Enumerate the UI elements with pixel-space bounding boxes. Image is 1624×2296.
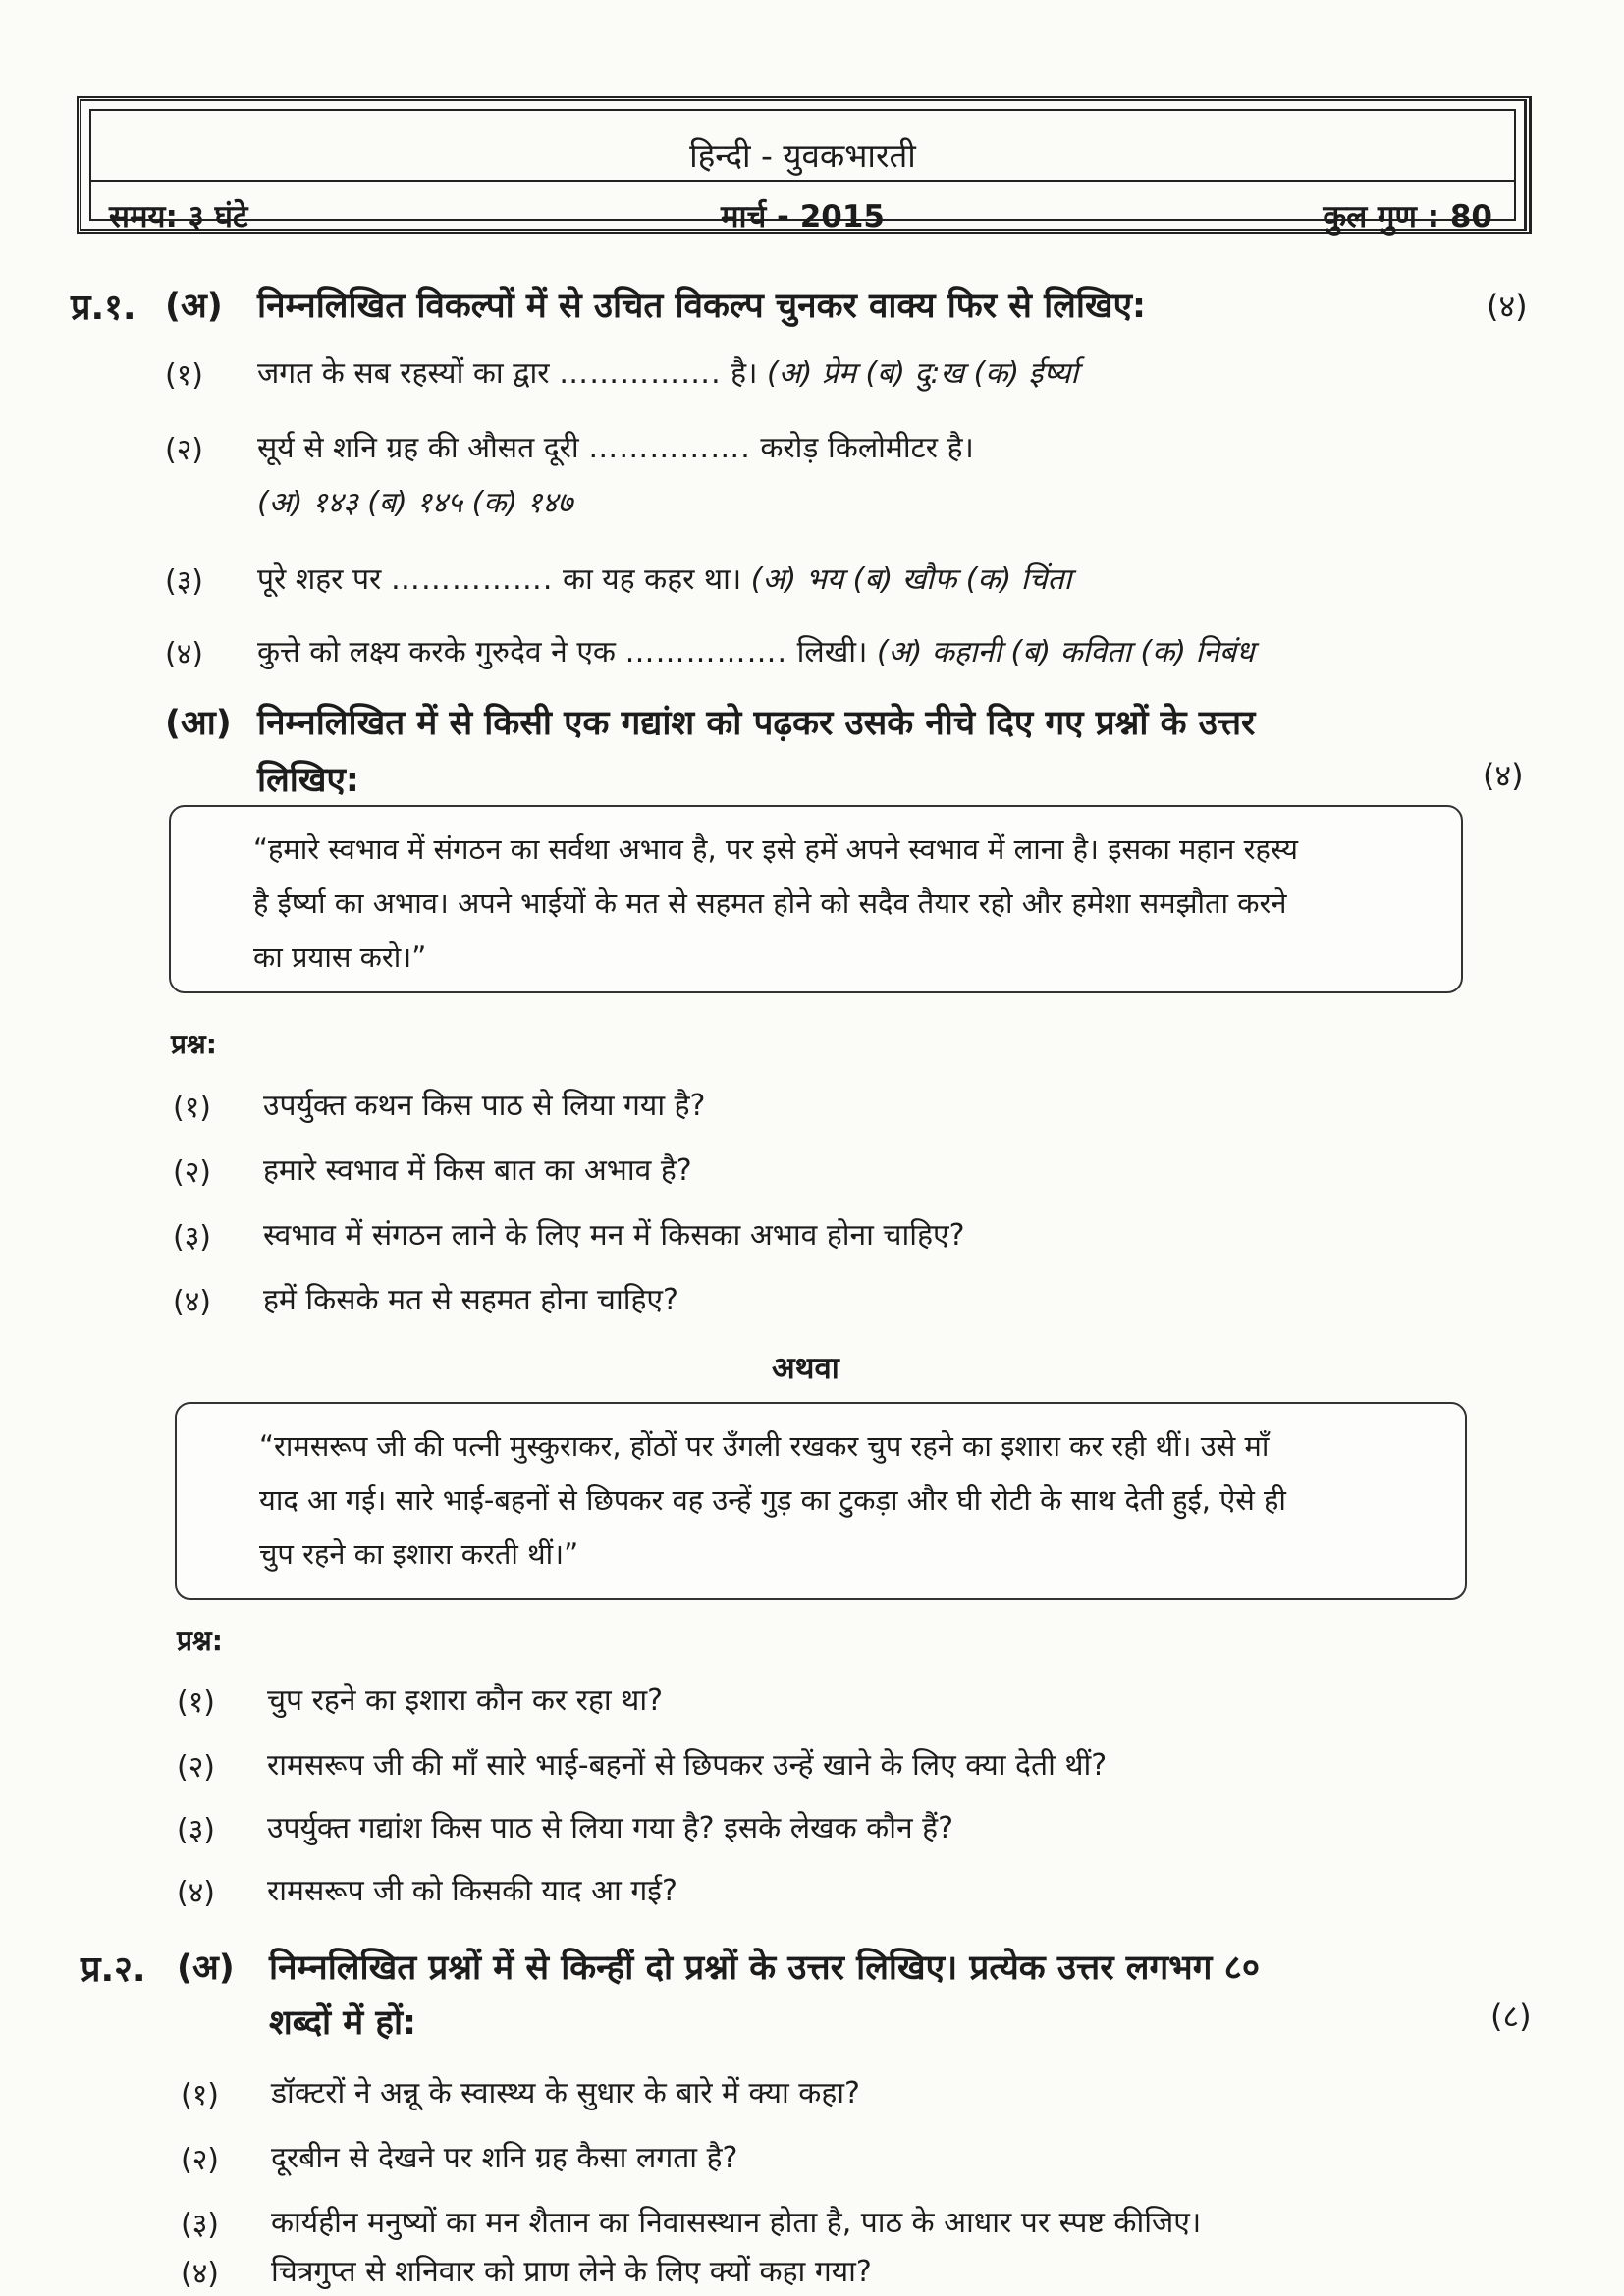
q2a-item-4: चित्रगुप्त से शनिवार को प्राण लेने के लिए क्यों कहा गया? — [271, 2255, 872, 2289]
total-marks: कुल गुण : 80 — [1323, 199, 1492, 235]
p2-question-2: रामसरूप जी की माँ सारे भाई-बहनों से छिपकर उन्हें खाने के लिए क्या देती थीं? — [267, 1748, 1108, 1783]
p1-question-3-number: (३) — [173, 1220, 212, 1255]
q1-part-aa-instruction-line2: लिखिए: — [257, 761, 359, 800]
passage-1-line-3: का प्रयास करो।” — [253, 940, 427, 974]
q2a-item-1: डॉक्टरों ने अन्नू के स्वास्थ्य के सुधार के बारे में क्या कहा? — [271, 2076, 860, 2110]
exam-duration: समय: ३ घंटे — [109, 199, 248, 235]
question-1-number: प्र.१. — [71, 288, 136, 328]
q1a-item-3-number: (३) — [165, 564, 204, 599]
q1a-item-2-options: (अ) १४३ (ब) १४५ (क) १४७ — [257, 486, 573, 520]
p1-question-1-number: (१) — [173, 1091, 212, 1125]
p2-question-4-number: (४) — [177, 1876, 216, 1910]
q1a-item-4-number: (४) — [165, 637, 204, 671]
p2-question-3: उपर्युक्त गद्यांश किस पाठ से लिया गया है? इसके लेखक कौन हैं? — [267, 1811, 954, 1845]
p2-question-4: रामसरूप जी को किसकी याद आ गई? — [267, 1874, 677, 1908]
q1a-item-2-text-after: करोड़ किलोमीटर है। — [760, 431, 974, 465]
q1a-item-1-text-after: है। — [731, 356, 758, 391]
q2a-item-4-number: (४) — [181, 2257, 220, 2291]
header-divider — [91, 180, 1514, 182]
passage-2-box — [175, 1402, 1467, 1600]
p2-question-2-number: (२) — [177, 1750, 216, 1785]
q1a-item-2-text: सूर्य से शनि ग्रह की औसत दूरी — [257, 431, 579, 465]
q1-part-aa-marks: (४) — [1483, 757, 1524, 794]
passage-1-box — [169, 805, 1463, 993]
q1a-item-4-options: (अ) कहानी (ब) कविता (क) निबंध — [876, 635, 1255, 669]
q2-part-a-label: (अ) — [177, 1949, 235, 1988]
p1-question-2: हमारे स्वभाव में किस बात का अभाव है? — [263, 1153, 692, 1188]
q2a-item-2-number: (२) — [181, 2143, 220, 2177]
q2a-item-3-number: (३) — [181, 2208, 220, 2242]
exam-date: मार्च - 2015 — [721, 199, 885, 235]
p2-question-3-number: (३) — [177, 1813, 216, 1847]
q1a-item-1-options: (अ) प्रेम (ब) दु:ख (क) ईर्ष्या — [767, 356, 1079, 391]
q1a-item-1-number: (१) — [165, 358, 204, 393]
q1-part-a-marks: (४) — [1487, 288, 1528, 325]
exam-header-inner — [89, 109, 1516, 235]
passage-2-line-1: “रामसरूप जी की पत्नी मुस्कुराकर, होंठों पर उँगली रखकर चुप रहने का इशारा कर रही थीं। उसे माँ — [259, 1429, 1270, 1463]
q1a-item-1-text: जगत के सब रहस्यों का द्वार — [257, 356, 550, 391]
q1a-item-2 — [257, 426, 974, 466]
passage-1-line-2: है ईर्ष्या का अभाव। अपने भाईयों के मत से सहमत होने को सदैव तैयार रहो और हमेशा समझौता करने — [253, 886, 1287, 920]
p2-question-1-number: (१) — [177, 1685, 216, 1720]
subject-title: हिन्दी - युवकभारती — [689, 136, 916, 175]
p1-question-3: स्वभाव में संगठन लाने के लिए मन में किसका अभाव होना चाहिए? — [263, 1218, 965, 1253]
p2-question-1: चुप रहने का इशारा कौन कर रहा था? — [267, 1683, 664, 1718]
exam-header-box — [77, 96, 1532, 234]
q1-part-a-instruction: निम्नलिखित विकल्पों में से उचित विकल्प चुनकर वाक्य फिर से लिखिए: — [257, 287, 1146, 326]
q2-part-a-marks: (८) — [1490, 1998, 1532, 2035]
q1a-item-2-blank: ……………. — [588, 431, 751, 465]
question-2-number: प्र.२. — [81, 1949, 146, 1990]
q1a-item-3 — [257, 558, 1071, 598]
q1a-item-2-number: (२) — [165, 433, 204, 467]
q2a-item-1-number: (१) — [181, 2078, 220, 2112]
q2a-item-3: कार्यहीन मनुष्यों का मन शैतान का निवासस्थान होता है, पाठ के आधार पर स्पष्ट कीजिए। — [271, 2206, 1202, 2240]
q2-part-a-instruction-line1: निम्नलिखित प्रश्नों में से किन्हीं दो प्रश्नों के उत्तर लिखिए। प्रत्येक उत्तर लगभग ८० — [269, 1949, 1261, 1988]
q1a-item-3-text: पूरे शहर पर — [257, 562, 382, 597]
q1-part-a-label: (अ) — [165, 287, 223, 326]
q1a-item-1 — [257, 351, 1078, 392]
passage-2-line-3: चुप रहने का इशारा करती थीं।” — [259, 1537, 579, 1571]
q2a-item-2: दूरबीन से देखने पर शनि ग्रह कैसा लगता है? — [271, 2141, 738, 2175]
p1-question-2-number: (२) — [173, 1155, 212, 1190]
q1a-item-4-text: कुत्ते को लक्ष्य करके गुरुदेव ने एक — [257, 635, 616, 669]
q2-part-a-instruction-line2: शब्दों में हों: — [269, 2003, 417, 2043]
passage-2-line-2: याद आ गई। सारे भाई-बहनों से छिपकर वह उन्हें गुड़ का टुकड़ा और घी रोटी के साथ देती हुई, ऐसे ही — [259, 1483, 1286, 1517]
q1a-item-3-options: (अ) भय (ब) खौफ (क) चिंता — [750, 562, 1072, 597]
passage-1-line-1: “हमारे स्वभाव में संगठन का सर्वथा अभाव है, पर इसे हमें अपने स्वभाव में लाना है। इसका महान रहस्य — [253, 832, 1298, 866]
q1a-item-4-text-after: लिखी। — [796, 635, 868, 669]
q1-part-aa-instruction-line1: निम्नलिखित में से किसी एक गद्यांश को पढ़कर उसके नीचे दिए गए प्रश्नों के उत्तर — [257, 704, 1256, 743]
q1a-item-3-blank: ……………. — [390, 562, 554, 597]
passage-1-questions-label: प्रश्न: — [171, 1028, 217, 1060]
passage-2-questions-label: प्रश्न: — [177, 1625, 223, 1657]
q1a-item-4 — [257, 630, 1254, 670]
p1-question-1: उपर्युक्त कथन किस पाठ से लिया गया है? — [263, 1089, 706, 1123]
p1-question-4: हमें किसके मत से सहमत होना चाहिए? — [263, 1283, 678, 1317]
or-separator: अथवा — [772, 1351, 839, 1386]
q1a-item-3-text-after: का यह कहर था। — [562, 562, 742, 597]
q1a-item-1-blank: ……………. — [559, 356, 722, 391]
q1a-item-4-blank: ……………. — [624, 635, 788, 669]
q1-part-aa-label: (आ) — [165, 704, 232, 743]
p1-question-4-number: (४) — [173, 1285, 212, 1319]
